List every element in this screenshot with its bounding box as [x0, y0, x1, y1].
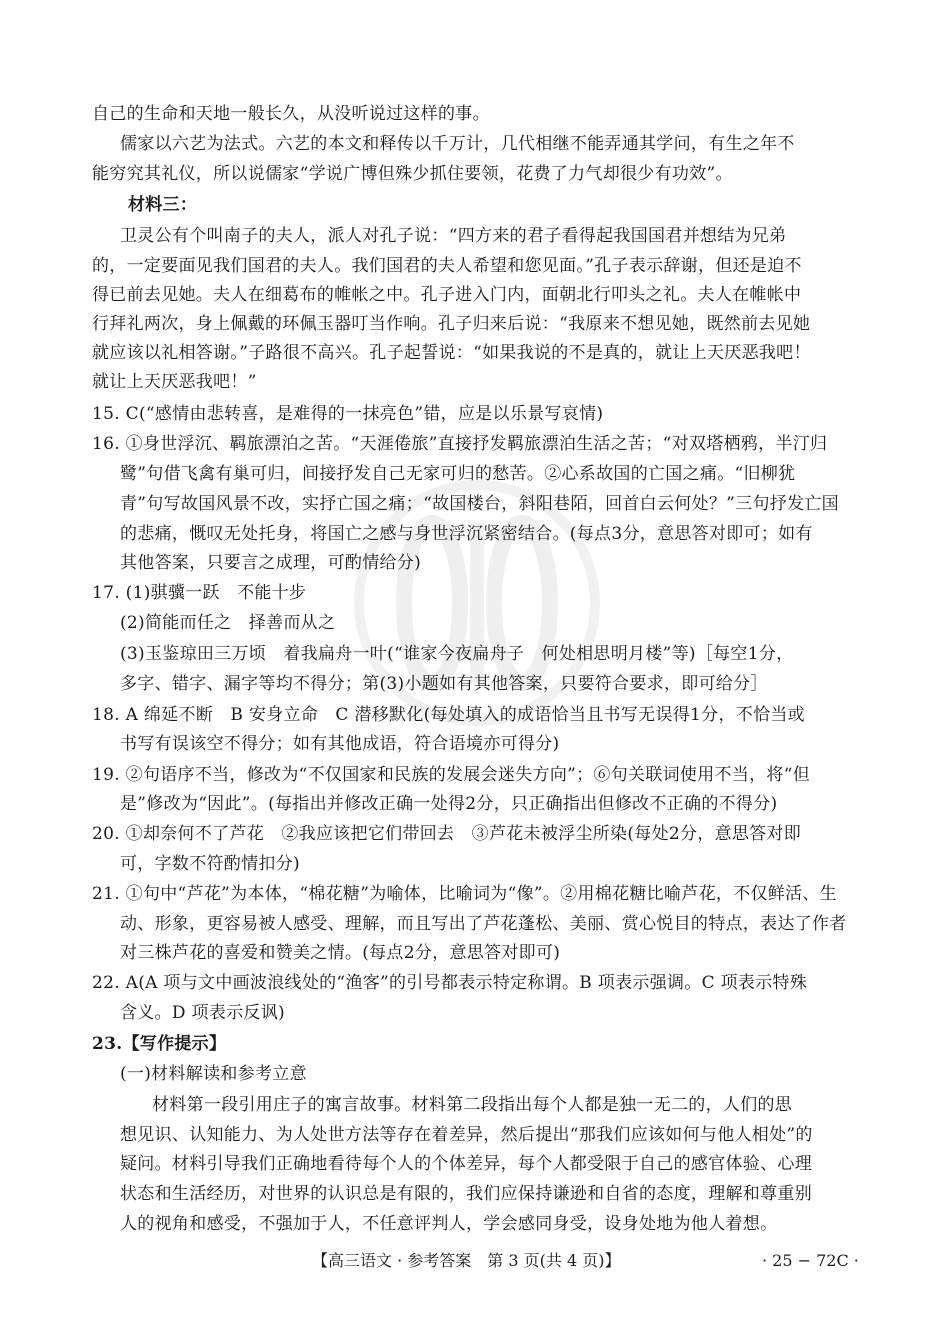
answer-21: 21. ①句中“芦花”为本体，“棉花糖”为喻体，比喻词为“像”。②用棉花糖比喻芦花，不仅鲜活、生 — [92, 884, 837, 904]
text-line: 人的视角和感受，不强加于人，不任意评判人，学会感同身受，设身处地为他人着想。 — [120, 1214, 778, 1234]
text-line: 可，字数不符酌情扣分) — [120, 854, 300, 874]
text-line: 能穷究其礼仪，所以说儒家“学说广博但殊少抓住要领，花费了力气却很少有功效”。 — [92, 164, 733, 184]
text-line: 鹭”句借飞禽有巢可归，间接抒发自己无家可归的愁苦。②心系故国的亡国之痛。“旧柳犹 — [120, 464, 796, 484]
text-line: 卫灵公有个叫南子的夫人，派人对孔子说：“四方来的君子看得起我国国君并想结为兄弟 — [120, 226, 787, 246]
text-line: 对三株芦花的喜爱和赞美之情。(每点2分，意思答对即可) — [120, 943, 561, 963]
answer-23-heading: 23.【写作提示】 — [92, 1034, 227, 1054]
text-line: 的悲痛，慨叹无处托身，将国亡之感与身世浮沉紧密结合。(每点3分，意思答对即可；如有 — [120, 524, 813, 544]
text-line: 得已前去见她。夫人在细葛布的帷帐之中。孔子进入门内，面朝北行叩头之礼。夫人在帷帐中 — [92, 285, 802, 305]
text-line: (3)玉鉴琼田三万顷 着我扁舟一叶(“谁家今夜扁舟子 何处相思明月楼”等)［每空1分， — [120, 644, 794, 664]
footer-title: 【高三语文 · 参考答案 第 3 页(共 4 页)】 — [312, 1251, 621, 1270]
text-line: 就让上天厌恶我吧！” — [92, 372, 257, 392]
text-line: 的，一定要面见我们国君的夫人。我们国君的夫人希望和您见面。”孔子表示辞谢，但还是迫不 — [92, 256, 802, 276]
answer-18: 18. A 绵延不断 B 安身立命 C 潜移默化(每处填入的成语恰当且书写无误得1分，不恰当或 — [92, 705, 805, 725]
text-line: (2)简能而任之 择善而从之 — [120, 613, 336, 633]
text-line: 动、形象，更容易被人感受、理解，而且写出了芦花蓬松、美丽、赏心悦目的特点，表达了作者 — [120, 914, 847, 934]
text-line: 自己的生命和天地一般长久，从没听说过这样的事。 — [92, 104, 490, 124]
answer-22: 22. A(A 项与文中画波浪线处的“渔客”的引号都表示特定称谓。B 项表示强调。C 项表示特殊 — [92, 973, 808, 993]
section-heading: 材料三： — [128, 195, 198, 215]
footer-code: · 25 − 72C · — [762, 1251, 859, 1270]
answer-20: 20. ①却奈何不了芦花 ②我应该把它们带回去 ③芦花未被浮尘所染(每处2分，意思答对即 — [92, 824, 802, 844]
text-line: 疑问。材料引导我们正确地看待每个人的个体差异，每个人都受限于自己的感官体验、心理 — [120, 1154, 812, 1174]
text-line: 含义。D 项表示反讽) — [120, 1003, 285, 1023]
text-line: 材料第一段引用庄子的寓言故事。材料第二段指出每个人都是独一无二的，人们的思 — [152, 1095, 793, 1115]
text-line: 行拜礼两次，身上佩戴的环佩玉器叮当作响。孔子归来后说：“我原来不想见她，既然前去见她 — [92, 314, 811, 334]
text-line: 儒家以六艺为法式。六艺的本文和释传以千万计，几代相继不能弄通其学问，有生之年不 — [120, 134, 795, 154]
text-line: 状态和生活经历，对世界的认识总是有限的，我们应保持谦逊和自省的态度，理解和尊重别 — [120, 1184, 812, 1204]
text-line: 青”句写故国风景不改，实抒亡国之痛；“故国楼台，斜阳巷陌，回首白云何处？”三句抒发亡国 — [120, 494, 839, 514]
text-line: 其他答案，只要言之成理，可酌情给分) — [120, 553, 422, 573]
text-line: 书写有误该空不得分；如有其他成语，符合语境亦可得分) — [120, 734, 560, 754]
answer-17: 17. (1)骐骥一跃 不能十步 — [92, 583, 307, 603]
subheading: (一)材料解读和参考立意 — [120, 1064, 307, 1084]
text-line: 想见识、认知能力、为人处世方法等存在着差异，然后提出“那我们应该如何与他人相处”的 — [120, 1125, 813, 1145]
text-line: 就应该以礼相答谢。”子路很不高兴。孔子起誓说：“如果我说的不是真的，就让上天厌恶我吧！ — [92, 343, 811, 363]
answer-19: 19. ②句语序不当，修改为“不仅国家和民族的发展会迷失方向”；⑥句关联词使用不当，将“但 — [92, 765, 811, 785]
text-line: 是”修改为“因此”。(每指出并修改正确一处得2分，只正确指出但修改不正确的不得分) — [120, 794, 778, 814]
answer-15: 15. C(“感情由悲转喜，是难得的一抹亮色”错，应是以乐景写哀情) — [92, 404, 604, 424]
text-line: 多字、错字、漏字等均不得分；第(3)小题如有其他答案，只要符合要求，即可给分］ — [120, 674, 768, 694]
answer-16: 16. ①身世浮沉、羁旅漂泊之苦。“天涯倦旅”直接抒发羁旅漂泊生活之苦；“对双塔栖鸦，半汀归 — [92, 434, 828, 454]
